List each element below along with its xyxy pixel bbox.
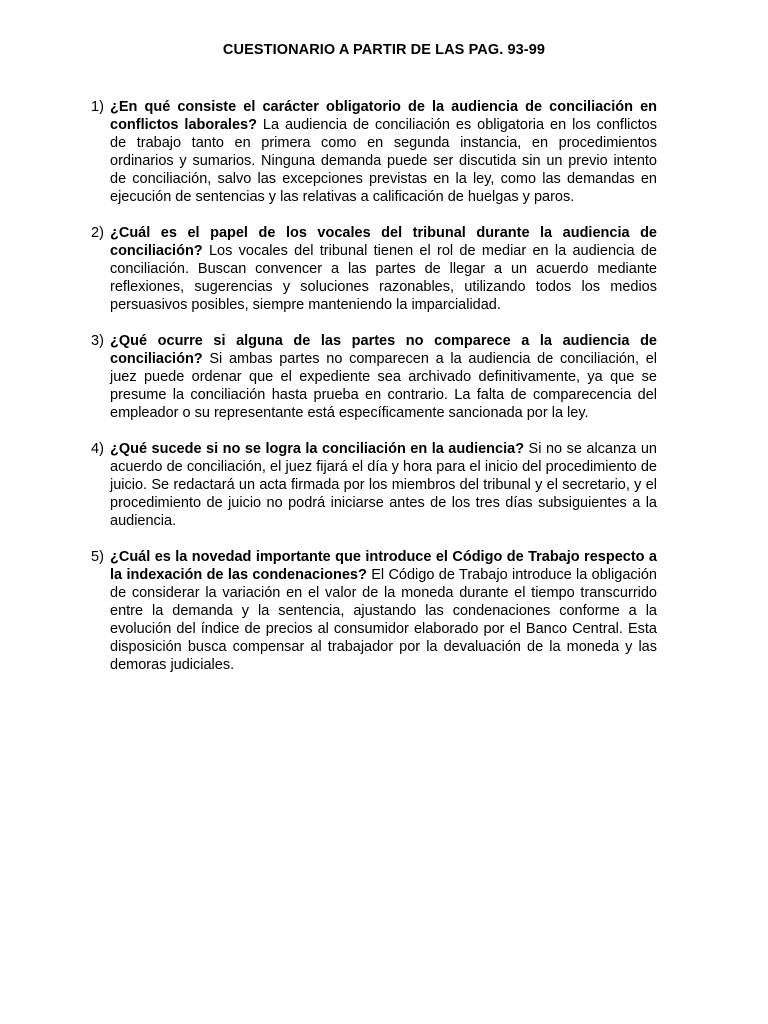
answer-text: La audiencia de conciliación es obligatoria en los conflictos de trabajo tanto en primera como en segunda instancia, en procedimientos ordinarios y sumarios. Ninguna demanda puede ser discutida sin un previo intento de conciliación, salvo las excepciones previstas en la ley, como las demandas en ejecución de sentencias y las relativas a calificación de huelgas y paros. [110, 117, 657, 205]
question-number: 5) [91, 549, 104, 565]
document-title: CUESTIONARIO A PARTIR DE LAS PAG. 93-99 [222, 42, 546, 58]
answer-text: Los vocales del tribunal tienen el rol de mediar en la audiencia de conciliación. Buscan convencer a las partes de llegar a un acuerdo mediante reflexiones, sugerencias y soluciones razonables, utilizando todos los medios persuasivos posibles, siempre manteniendo la imparcialidad. [110, 243, 657, 313]
question-item-5 [91, 548, 657, 674]
question-body [110, 441, 657, 529]
question-number: 1) [91, 99, 104, 115]
question-text: ¿Qué ocurre si alguna de las partes no comparece a la audiencia de conciliación? [110, 333, 657, 367]
question-body [110, 99, 657, 205]
question-text: ¿Cuál es el papel de los vocales del tribunal durante la audiencia de conciliación? [110, 225, 657, 259]
question-text: ¿Cuál es la novedad importante que introduce el Código de Trabajo respecto a la indexación de las condenaciones? [110, 549, 657, 583]
question-number: 2) [91, 225, 104, 241]
question-body [110, 549, 657, 673]
question-body [110, 225, 657, 313]
question-text: ¿En qué consiste el carácter obligatorio de la audiencia de conciliación en conflictos laborales? [110, 99, 657, 133]
question-item-2 [91, 224, 657, 314]
question-body [110, 333, 657, 421]
answer-text: Si ambas partes no comparecen a la audiencia de conciliación, el juez puede ordenar que el expediente sea archivado definitivamente, ya que se presume la conciliación hasta prueba en contrario. La falta de comparecencia del empleador o su representante está específicamente sancionada por la ley. [110, 351, 657, 421]
question-text: ¿Qué sucede si no se logra la conciliación en la audiencia? [110, 441, 525, 457]
question-item-1 [91, 98, 657, 206]
question-list [91, 98, 657, 692]
question-number: 3) [91, 333, 104, 349]
question-number: 4) [91, 441, 104, 457]
answer-text: Si no se alcanza un acuerdo de conciliación, el juez fijará el día y hora para el inicio del procedimiento de juicio. Se redactará un acta firmada por los miembros del tribunal y el secretario, y el procedimiento de juicio no podrá iniciarse antes de los tres días subsiguientes a la audiencia. [110, 441, 657, 529]
question-item-4 [91, 440, 657, 530]
answer-text: El Código de Trabajo introduce la obligación de considerar la variación en el valor de la moneda durante el tiempo transcurrido entre la demanda y la sentencia, ajustando las condenaciones conforme a la evolución del índice de precios al consumidor elaborado por el Banco Central. Esta disposición busca compensar al trabajador por la devaluación de la moneda y las demoras judiciales. [110, 567, 657, 673]
question-item-3 [91, 332, 657, 422]
